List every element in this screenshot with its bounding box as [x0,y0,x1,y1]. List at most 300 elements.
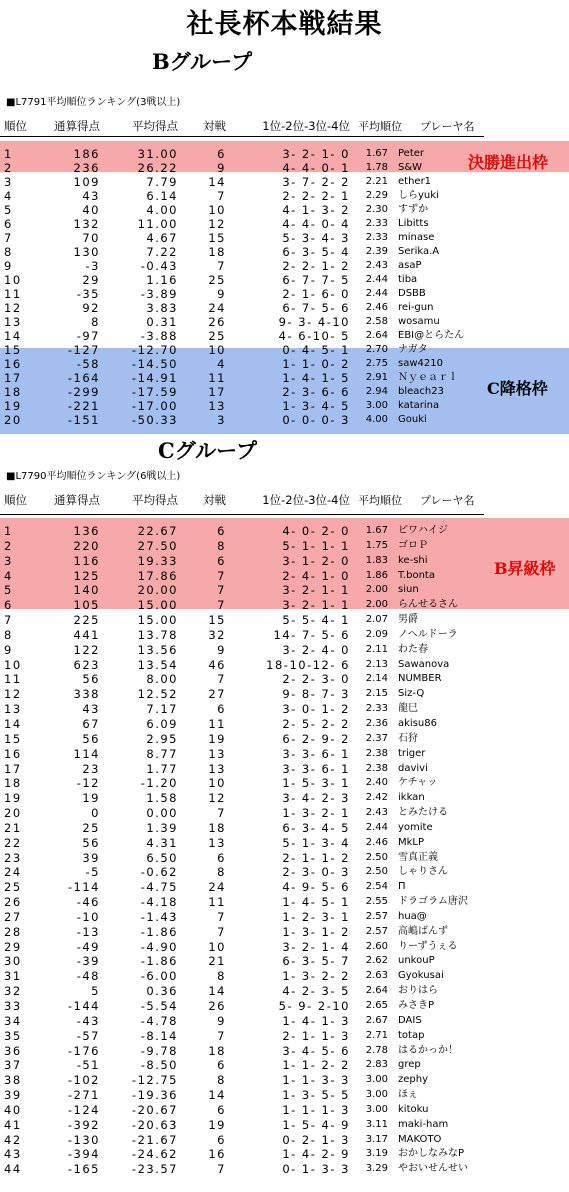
cell-places: 3- 2- 4- 0 [282,642,350,657]
cell-games: 3 [217,413,226,427]
table-row [0,717,569,732]
cell-rank: 8 [4,245,13,259]
cell-games: 27 [208,687,226,702]
cell-player: davivi [398,762,428,774]
cell-avg: 7.79 [146,175,178,189]
cell-games: 9 [217,287,226,301]
cell-avg: 11.00 [137,217,178,231]
cell-player: Gyokusai [398,970,444,982]
cell-games: 25 [208,273,226,287]
cell-total: -3 [85,259,100,273]
table-row [0,732,569,747]
cell-avg: -4.78 [140,1013,178,1028]
cell-rank: 12 [4,687,22,702]
table-row [0,628,569,643]
cell-player: 龍巳 [398,703,418,715]
cell-rank: 17 [4,371,22,385]
cell-places: 1- 3- 2- 1 [282,806,350,821]
cell-total: 23 [82,761,100,776]
cell-rank: 31 [4,969,22,984]
cell-avg: -20.63 [131,1117,178,1132]
cell-player: ピワハイジ [398,525,448,536]
cell-places: 2- 3- 6- 6 [282,385,350,399]
table-row [0,687,569,702]
cell-avg: 15.00 [137,598,178,613]
table-row [0,747,569,762]
cell-avg: -8.14 [140,1028,178,1043]
cell-avg: 13.56 [137,642,178,657]
cell-total: 56 [82,672,100,687]
cell-places: 6- 7- 5- 6 [282,301,350,315]
cell-total: 186 [73,147,100,161]
cell-avg: 8.00 [146,672,178,687]
cell-player: akisu86 [398,717,437,729]
table-row [0,969,569,984]
cell-places: 2- 1- 1- 3 [282,1028,350,1043]
cell-rank: 41 [4,1117,22,1132]
cell-games: 7 [217,1162,226,1177]
cell-places: 4- 9- 5- 6 [282,880,350,895]
cell-games: 18 [208,245,226,259]
cell-avg: -8.50 [140,1058,178,1073]
cell-games: 18 [208,1043,226,1058]
cell-avg-rank: 2.33 [365,218,388,229]
cell-rank: 42 [4,1132,22,1147]
cell-places: 5- 9- 2-10 [278,999,350,1013]
cell-places: 2- 2- 1- 2 [282,259,350,273]
group-c-table [0,524,569,1177]
cell-player: おかしなみなP [398,1148,465,1160]
cell-total: 67 [82,716,100,731]
cell-avg: -14.50 [131,357,178,371]
cell-avg-rank: 2.46 [365,836,388,848]
cell-avg-rank: 1.86 [365,569,388,581]
cell-total: 43 [82,189,100,203]
cell-places: 1- 1- 1- 3 [282,1102,350,1117]
cell-avg-rank: 2.42 [365,792,388,804]
cell-avg-rank: 2.43 [365,260,388,271]
cell-total: -12 [76,776,100,791]
cell-games: 7 [217,672,226,687]
cell-player: bleach23 [398,386,444,397]
cell-player: siun [398,584,419,596]
cell-total: -49 [76,939,100,954]
cell-games: 6 [217,553,226,568]
cell-rank: 16 [4,357,22,371]
table-row [0,1118,569,1133]
cell-total: 140 [73,583,100,598]
cell-games: 6 [217,147,226,161]
cell-avg: -1.43 [140,909,178,924]
cell-places: 1- 5- 4- 9 [282,1117,350,1132]
cell-avg: 7.17 [146,702,178,717]
cell-rank: 24 [4,865,22,880]
table-row [0,1162,569,1177]
cell-player: hua@ [398,910,427,922]
cell-player: maki-ham [398,1118,449,1130]
table-row [0,231,569,245]
cell-total: -299 [67,385,100,399]
cell-games: 8 [217,865,226,880]
cell-rank: 11 [4,287,22,301]
col-avg-rank: 平均順位 [358,494,402,507]
cell-player: 高嶋ばんず [398,925,448,937]
cell-avg: 7.22 [146,245,178,259]
cell-avg: -14.91 [131,371,178,385]
cell-avg: 20.00 [137,583,178,598]
cell-places: 5- 1- 1- 1 [282,538,350,553]
cell-rank: 10 [4,657,22,672]
cell-rank: 6 [4,598,13,613]
cell-total: 92 [82,301,100,315]
table-row [0,999,569,1014]
cell-places: 1- 4- 2- 9 [282,1147,350,1162]
cell-rank: 2 [4,161,13,175]
cell-avg-rank: 2.37 [365,732,388,744]
cell-games: 6 [217,1058,226,1073]
cell-games: 32 [208,627,226,642]
cell-rank: 16 [4,746,22,761]
cell-total: -114 [67,880,100,895]
cell-player: りーずうぇる [398,940,458,952]
cell-rank: 44 [4,1162,22,1177]
cell-avg: 4.00 [146,203,178,217]
cell-games: 16 [208,1147,226,1162]
col-avg: 平均得点 [132,119,178,133]
table-row [0,329,569,343]
cell-rank: 34 [4,1013,22,1028]
table-row [0,1147,569,1162]
table-row [0,1058,569,1073]
cell-rank: 9 [4,642,13,657]
cell-total: 136 [73,524,100,538]
cell-places: 6- 7- 7- 5 [282,273,350,287]
cell-rank: 36 [4,1043,22,1058]
cell-avg-rank: 2.21 [365,176,388,187]
cell-total: 8 [91,315,100,329]
group-c-heading: Cグループ [158,438,258,463]
cell-total: 43 [82,702,100,717]
cell-avg-rank: 2.67 [365,1014,388,1026]
cell-avg: -17.00 [131,399,178,413]
cell-avg: 1.58 [146,791,178,806]
cell-player: Sawanova [398,658,450,670]
cell-places: 0- 1- 3- 3 [282,1162,350,1177]
cell-avg-rank: 2.00 [365,584,388,596]
cell-total: -5 [85,865,100,880]
cell-player: やおいせんせい [398,1163,468,1175]
cell-total: -124 [67,1102,100,1117]
cell-total: 109 [73,175,100,189]
cell-avg: -4.75 [140,880,178,895]
cell-player: Peter [398,148,425,159]
cell-avg-rank: 4.00 [365,414,388,425]
table-row [0,175,569,189]
cell-player: unkouP [398,955,435,967]
table-row [0,413,569,427]
group-b-subtitle: ■L7791平均順位ランキング(3戦以上) [6,97,181,108]
table-row [0,385,569,399]
cell-games: 17 [208,385,226,399]
cell-total: 236 [73,161,100,175]
cell-avg: -9.78 [140,1043,178,1058]
cell-games: 13 [208,761,226,776]
table-row [0,217,569,231]
table-row [0,1014,569,1029]
cell-total: -164 [67,371,100,385]
cell-rank: 30 [4,954,22,969]
cell-avg: 13.78 [137,627,178,642]
cell-player: NUMBER [398,673,442,685]
table-row [0,1044,569,1059]
cell-total: -151 [67,413,100,427]
group-c-header [0,492,569,508]
cell-games: 26 [208,999,226,1013]
cell-places: 2- 1- 1- 2 [282,850,350,865]
cell-rank: 8 [4,627,13,642]
cell-games: 19 [208,731,226,746]
cell-avg: -0.62 [140,865,178,880]
cell-player: おりはら [398,985,438,997]
table-row [0,539,569,554]
cell-rank: 12 [4,301,22,315]
cell-total: -46 [76,895,100,910]
cell-places: 1- 3- 2- 2 [282,969,350,984]
cell-total: 220 [73,538,100,553]
table-row [0,598,569,613]
cell-avg: 0.36 [146,984,178,999]
cell-avg: -1.20 [140,776,178,791]
demotion-tag: C降格枠 [487,379,548,398]
cell-rank: 6 [4,217,13,231]
table-row [0,203,569,217]
cell-games: 14 [208,1088,226,1103]
cell-avg-rank: 2.62 [365,955,388,967]
table-row [0,1088,569,1103]
cell-games: 7 [217,1028,226,1043]
cell-places: 1- 4- 1- 5 [282,371,350,385]
cell-total: -130 [67,1132,100,1147]
table-row [0,791,569,806]
cell-player: totap [398,1029,425,1041]
cell-places: 4- 4- 0- 1 [282,161,350,175]
cell-rank: 5 [4,583,13,598]
table-row [0,524,569,539]
table-row [0,836,569,851]
cell-games: 15 [208,613,226,628]
cell-player: MAKOTO [398,1133,442,1145]
cell-games: 25 [208,329,226,343]
cell-player: Gouki [398,414,427,425]
cell-total: -39 [76,954,100,969]
cell-total: -58 [76,357,100,371]
table-row [0,672,569,687]
cell-total: -57 [76,1028,100,1043]
cell-avg: 26.22 [137,161,178,175]
cell-player: らんせるさん [398,599,458,611]
cell-avg-rank: 2.15 [365,688,388,700]
cell-rank: 35 [4,1028,22,1043]
cell-avg-rank: 1.67 [365,148,388,159]
table-row [0,245,569,259]
cell-rank: 14 [4,329,22,343]
cell-games: 8 [217,1073,226,1088]
cell-player: しゃりさん [398,866,448,878]
cell-player: みさきP [398,1000,435,1011]
cell-rank: 26 [4,895,22,910]
cell-avg-rank: 2.09 [365,628,388,640]
cell-total: -13 [76,924,100,939]
cell-avg-rank: 2.78 [365,1044,388,1056]
cell-rank: 11 [4,672,22,687]
cell-places: 1- 2- 3- 1 [282,909,350,924]
cell-avg-rank: 2.54 [365,881,388,893]
col-games: 対戦 [203,119,226,133]
cell-places: 9- 3- 4-10 [278,315,350,329]
cell-avg-rank: 2.36 [365,717,388,729]
cell-avg: -50.33 [131,413,178,427]
cell-avg-rank: 2.13 [365,658,388,670]
cell-total: 125 [73,568,100,583]
group-b-header [0,118,569,134]
cell-avg-rank: 2.30 [365,204,388,215]
cell-avg-rank: 2.44 [365,821,388,833]
cell-total: -392 [67,1117,100,1132]
cell-avg-rank: 3.11 [365,1118,388,1130]
cell-places: 4- 4- 0- 4 [282,217,350,231]
table-row [0,658,569,673]
cell-games: 13 [208,746,226,761]
cell-total: -102 [67,1073,100,1088]
cell-player: Ｎｙｅａｒｌ [398,372,458,383]
col-places: 1位-2位-3位-4位 [262,493,350,507]
cell-player: しらyuki [398,190,439,201]
table-row [0,189,569,203]
cell-player: とみたける [398,807,448,819]
cell-avg-rank: 2.07 [365,614,388,626]
cell-player: ke-shi [398,554,428,566]
cell-rank: 39 [4,1088,22,1103]
cell-total: -35 [76,287,100,301]
cell-places: 0- 4- 5- 1 [282,343,350,357]
table-row [0,776,569,791]
cell-rank: 15 [4,731,22,746]
cell-total: 40 [82,203,100,217]
cell-avg-rank: 2.63 [365,970,388,982]
cell-avg-rank: 3.00 [365,1103,388,1115]
cell-games: 8 [217,969,226,984]
cell-avg-rank: 2.50 [365,866,388,878]
cell-avg-rank: 2.50 [365,851,388,863]
table-row [0,301,569,315]
cell-rank: 20 [4,413,22,427]
group-b-heading: Bグループ [152,49,253,74]
col-games: 対戦 [203,493,226,507]
cell-rank: 27 [4,909,22,924]
cell-places: 1- 3- 4- 5 [282,399,350,413]
table-row [0,643,569,658]
cell-avg: 22.67 [137,524,178,538]
cell-player: yomite [398,821,433,833]
cell-avg-rank: 1.67 [365,525,388,536]
cell-avg: 1.39 [146,820,178,835]
cell-player: ほぇ [398,1089,418,1101]
cell-rank: 37 [4,1058,22,1073]
cell-avg-rank: 2.64 [365,330,388,341]
cell-games: 9 [217,642,226,657]
cell-games: 19 [208,1117,226,1132]
cell-player: triger [398,747,426,759]
cell-games: 12 [208,217,226,231]
cell-avg-rank: 2.46 [365,302,388,313]
cell-games: 7 [217,909,226,924]
cell-total: -165 [67,1162,100,1177]
cell-player: はるかっか！ [398,1044,458,1056]
cell-avg-rank: 2.33 [365,703,388,715]
col-player: プレーヤ名 [420,120,475,133]
cell-avg: -19.36 [131,1088,178,1103]
cell-avg: 1.77 [146,761,178,776]
cell-avg-rank: 2.60 [365,940,388,952]
cell-games: 13 [208,835,226,850]
cell-avg-rank: 2.38 [365,747,388,759]
cell-avg: -1.86 [140,924,178,939]
cell-avg: -0.43 [140,259,178,273]
cell-player: 男爵 [398,614,418,626]
cell-rank: 5 [4,203,13,217]
cell-places: 1- 4- 1- 3 [282,1013,350,1028]
cell-places: 6- 2- 9- 2 [282,731,350,746]
cell-avg-rank: 3.00 [365,1089,388,1101]
cell-places: 3- 4- 5- 6 [282,1043,350,1058]
cell-player: 雪真正義 [398,851,438,863]
cell-avg-rank: 2.75 [365,358,388,369]
cell-player: わた春 [398,643,428,655]
cell-places: 0- 2- 1- 3 [282,1132,350,1147]
cell-rank: 2 [4,538,13,553]
cell-total: -43 [76,1013,100,1028]
cell-games: 12 [208,791,226,806]
table-row [0,287,569,301]
cell-avg-rank: 1.75 [365,539,388,551]
cell-games: 6 [217,1102,226,1117]
cell-rank: 9 [4,259,13,273]
cell-avg-rank: 2.91 [365,372,388,383]
cell-games: 7 [217,189,226,203]
cell-rank: 32 [4,984,22,999]
cell-total: -271 [67,1088,100,1103]
cell-places: 0- 0- 0- 3 [282,413,350,427]
table-row [0,583,569,598]
cell-games: 21 [208,954,226,969]
cell-places: 14- 7- 5- 6 [273,627,350,642]
cell-avg: 1.16 [146,273,178,287]
cell-player: katarina [398,400,440,411]
cell-avg: 6.14 [146,189,178,203]
cell-places: 1- 5- 3- 1 [282,776,350,791]
cell-player: Serika.A [398,246,440,257]
cell-games: 24 [208,880,226,895]
cell-rank: 15 [4,343,22,357]
cell-avg: -23.57 [131,1162,178,1177]
cell-places: 5- 1- 3- 4 [282,835,350,850]
cell-avg-rank: 2.29 [365,190,388,201]
cell-player: kitoku [398,1103,429,1115]
cell-avg: 15.00 [137,613,178,628]
col-total: 通算得点 [54,119,100,133]
cell-player: ikkan [398,792,425,804]
cell-rank: 25 [4,880,22,895]
